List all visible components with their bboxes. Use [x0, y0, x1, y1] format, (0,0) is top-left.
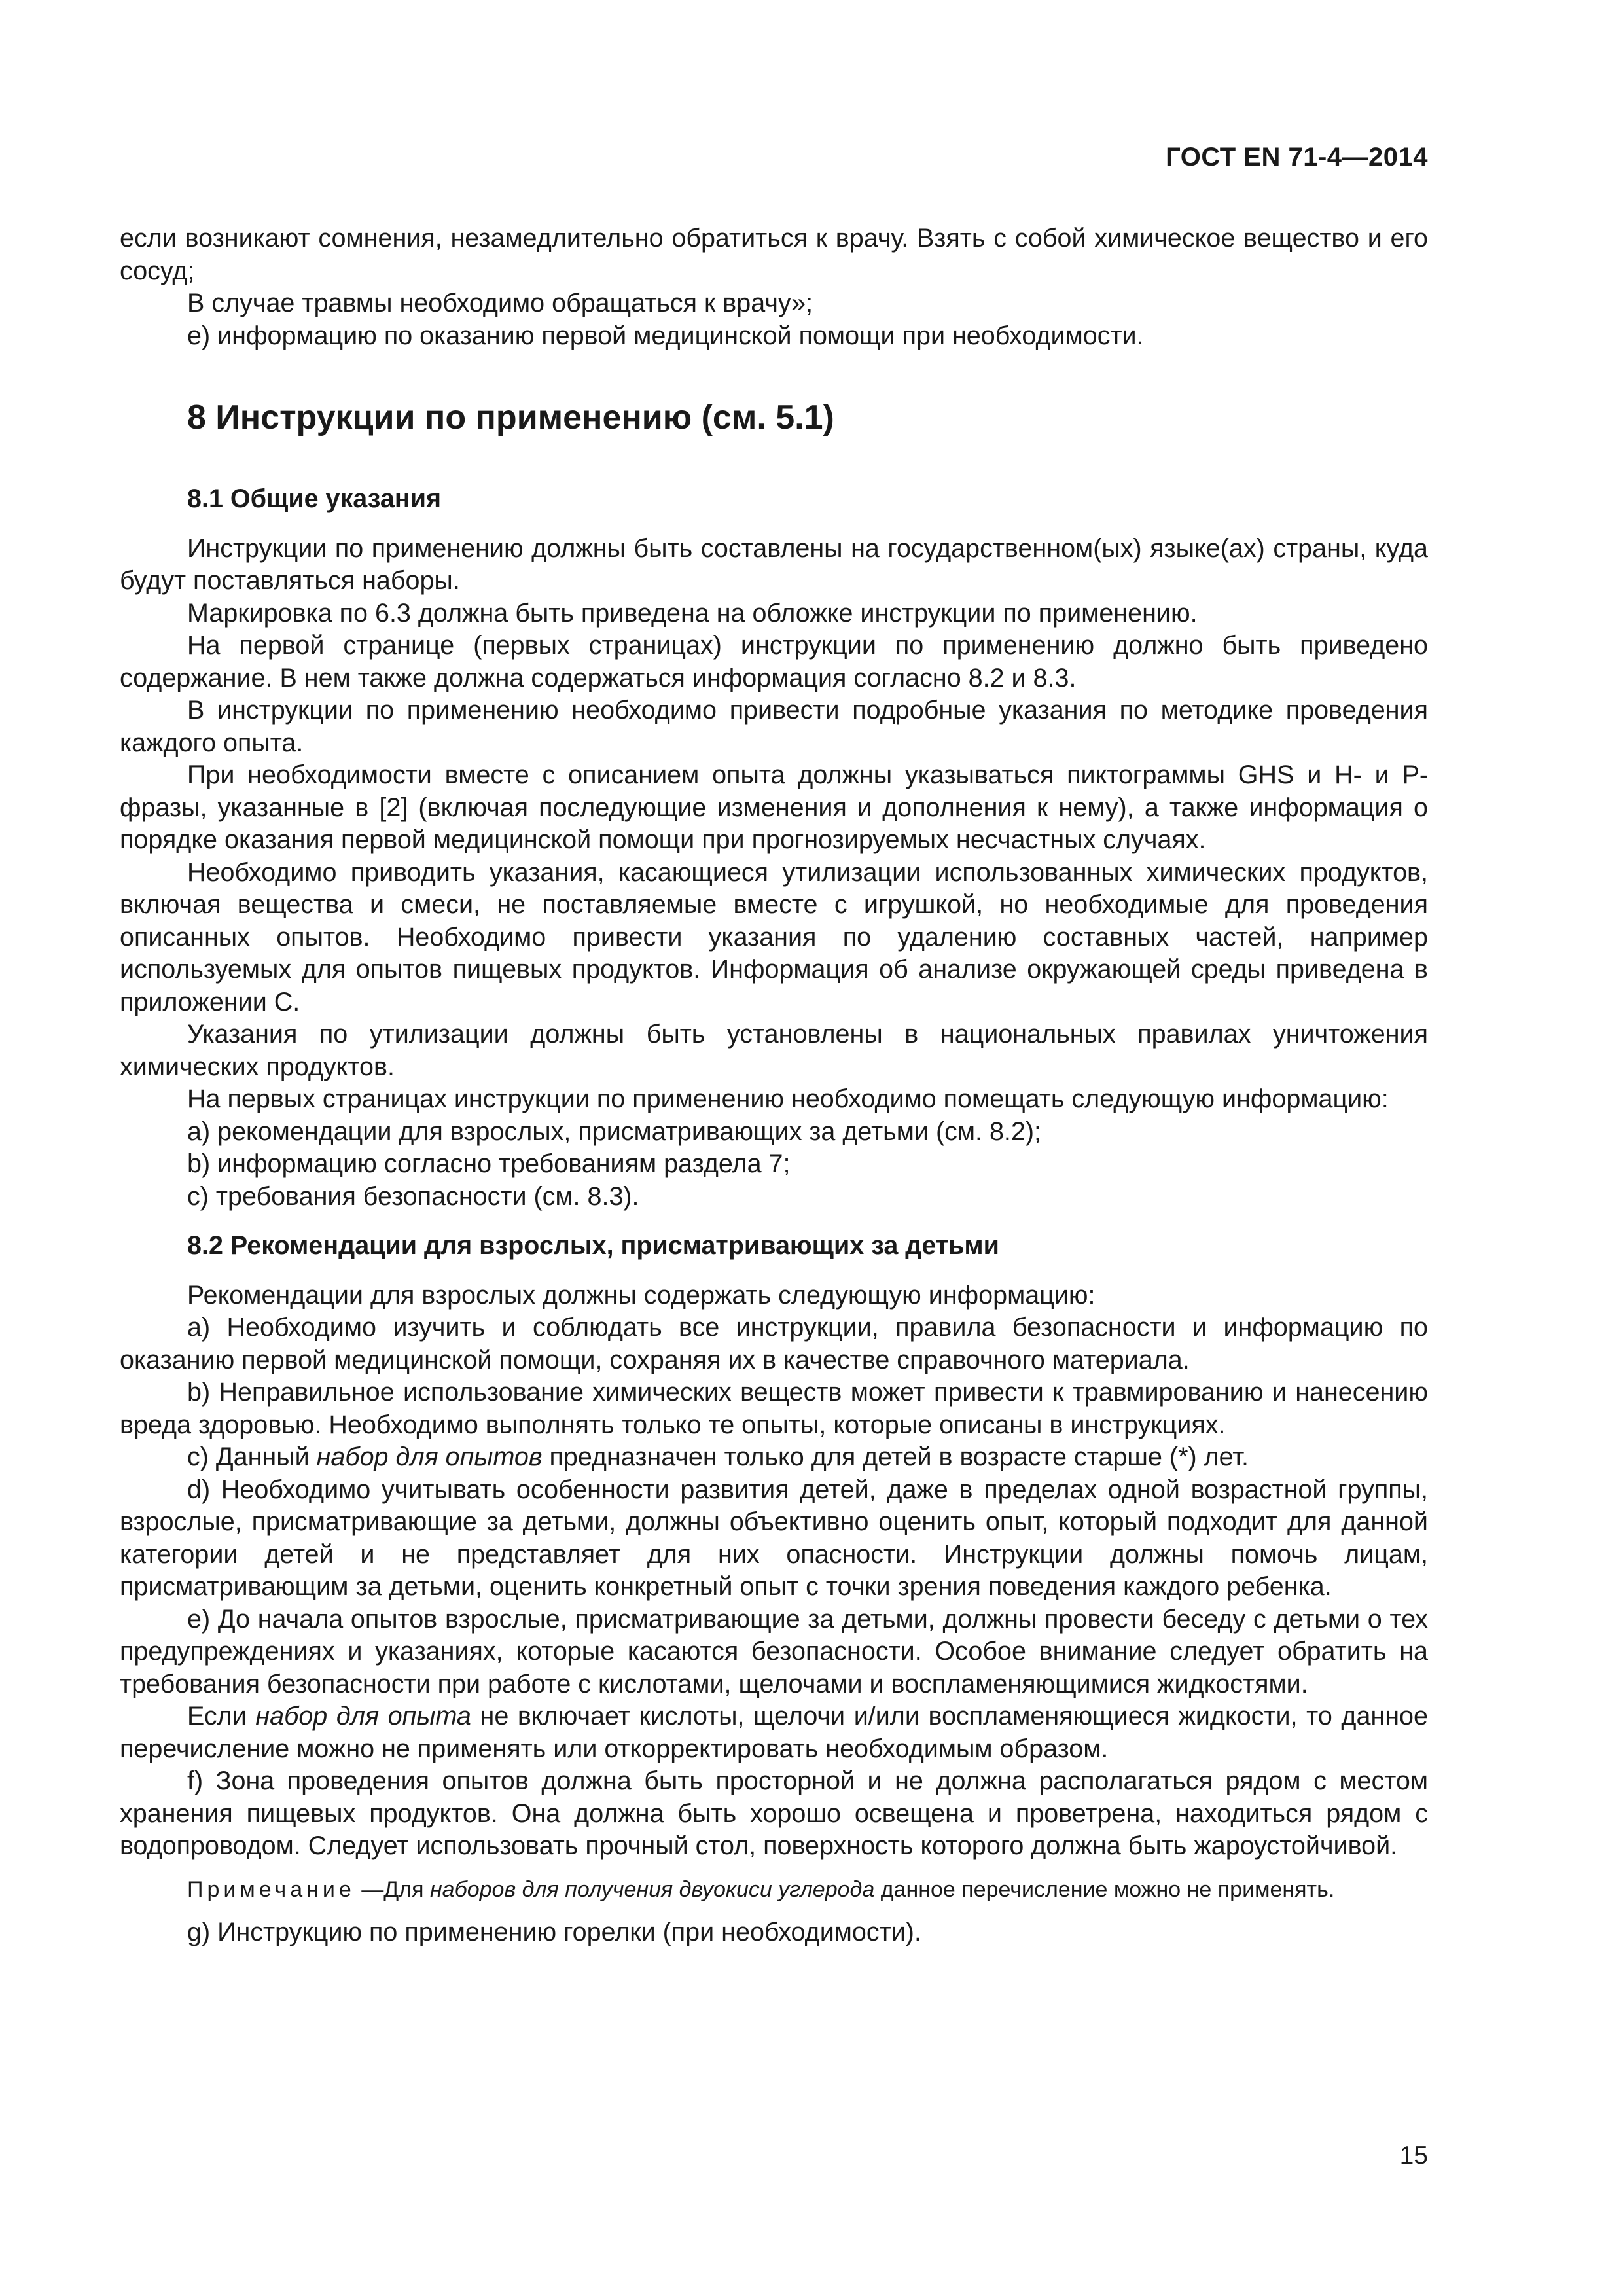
list-item: f) Зона проведения опытов должна быть просторной и не должна располагаться рядом с местом хранения пищевых продуктов. Она должна быть хорошо освещена и проветрена, находиться рядом с водопроводом. Следует использовать прочный стол, поверхность которого должна быть жароустойчивой. [120, 1767, 1428, 1860]
paragraph: Указания по утилизации должны быть установлены в национальных правилах уничтожения химических продуктов. [120, 1020, 1428, 1081]
italic-term: набор для опыта [255, 1702, 471, 1731]
paragraph: Маркировка по 6.3 должна быть приведена на обложке инструкции по применению. [187, 598, 1198, 628]
paragraph: При необходимости вместе с описанием опыта должны указываться пиктограммы GHS и H- и P-фразы, указанные в [2] (включая последующие изменения и дополнения к нему), а также информация о порядке оказания первой медицинской помощи при прогнозируемых несчастных случаях. [120, 761, 1428, 854]
paragraph: На первой странице (первых страницах) инструкции по применению должно быть приведено содержание. В нем также должна содержаться информация согласно 8.2 и 8.3. [120, 631, 1428, 692]
paragraph: В инструкции по применению необходимо привести подробные указания по методике проведения каждого опыта. [120, 696, 1428, 757]
list-item: b) информацию согласно требованиям раздела 7; [187, 1149, 791, 1178]
paragraph: На первых страницах инструкции по применению необходимо помещать следующую информацию: [187, 1085, 1389, 1113]
page-content [120, 223, 1428, 1948]
italic-term: набор для опытов [316, 1443, 543, 1471]
note-label: Примечание [187, 1876, 355, 1902]
paragraph: Рекомендации для взрослых должны содержать следующую информацию: [187, 1280, 1096, 1310]
list-item: a) рекомендации для взрослых, присматривающих за детьми (см. 8.2); [187, 1117, 1041, 1146]
section-8-1-heading: 8.1 Общие указания [187, 484, 442, 513]
section-8-2-heading: 8.2 Рекомендации для взрослых, присматривающих за детьми [187, 1231, 999, 1260]
paragraph [120, 1700, 1428, 1765]
intro-paragraph-1: если возникают сомнения, незамедлительно обратиться к врачу. Взять с собой химическое вещество и его сосуд; [120, 224, 1428, 285]
document-code-header: ГОСТ EN 71-4—2014 [1166, 143, 1428, 171]
list-item: e) До начала опытов взрослые, присматривающие за детьми, должны провести беседу с детьми о тех предупреждениях и указаниях, которые касаются безопасности. Особое внимание следует обратить на требования безопасности при работе с кислотами, щелочами и воспламеняющимися жидкостями. [120, 1604, 1428, 1698]
note [120, 1874, 1428, 1905]
list-item: d) Необходимо учитывать особенности развития детей, даже в пределах одной возрастной группы, взрослые, присматривающие за детьми, должны объективно оценить опыт, который подходит для данной категории детей и не представляет для них опасности. Инструкции должны помочь лицам, присматривающим за детьми, оценить конкретный опыт с точки зрения поведения каждого ребенка. [120, 1475, 1428, 1601]
page-number: 15 [1399, 2142, 1428, 2170]
list-item: c) требования безопасности (см. 8.3). [187, 1181, 639, 1211]
text-run: —Для [355, 1876, 430, 1902]
italic-term: наборов для получения двуокиси углерода [429, 1876, 875, 1902]
list-item [120, 1441, 1428, 1474]
text-run: Если [187, 1702, 256, 1731]
paragraph: Инструкции по применению должны быть составлены на государственном(ых) языке(ах) страны, куда будут поставляться наборы. [120, 533, 1428, 595]
text-run: не включает кислоты, щелочи и/или воспламеняющиеся жидкости, то данное перечисление можно не применять или откорректировать необходимым образом. [120, 1702, 1428, 1763]
text-run: данное перечисление можно не применять. [874, 1876, 1335, 1902]
list-item: а) Необходимо изучить и соблюдать все инструкции, правила безопасности и информацию по оказанию первой медицинской помощи, сохраняя их в качестве справочного материала. [120, 1313, 1428, 1374]
list-item: g) Инструкцию по применению горелки (при необходимости). [187, 1917, 921, 1946]
list-item: b) Неправильное использование химических веществ может привести к травмированию и нанесению вреда здоровью. Необходимо выполнять только те опыты, которые описаны в инструкциях. [120, 1378, 1428, 1439]
paragraph: Необходимо приводить указания, касающиеся утилизации использованных химических продуктов, включая вещества и смеси, не поставляемые вместе с игрушкой, но необходимые для проведения описанных опытов. Необходимо привести указания по удалению составных частей, например используемых для опытов пищевых продуктов. Информация об анализе окружающей среды приведена в приложении С. [120, 857, 1428, 1016]
text-run: предназначен только для детей в возрасте старше (*) лет. [542, 1443, 1249, 1471]
intro-paragraph-3: е) информацию по оказанию первой медицинской помощи при необходимости. [187, 321, 1144, 350]
section-8-heading: 8 Инструкции по применению (см. 5.1) [187, 399, 834, 437]
text-run: c) Данный [187, 1443, 317, 1471]
intro-paragraph-2: В случае травмы необходимо обращаться к врачу»; [187, 289, 813, 317]
